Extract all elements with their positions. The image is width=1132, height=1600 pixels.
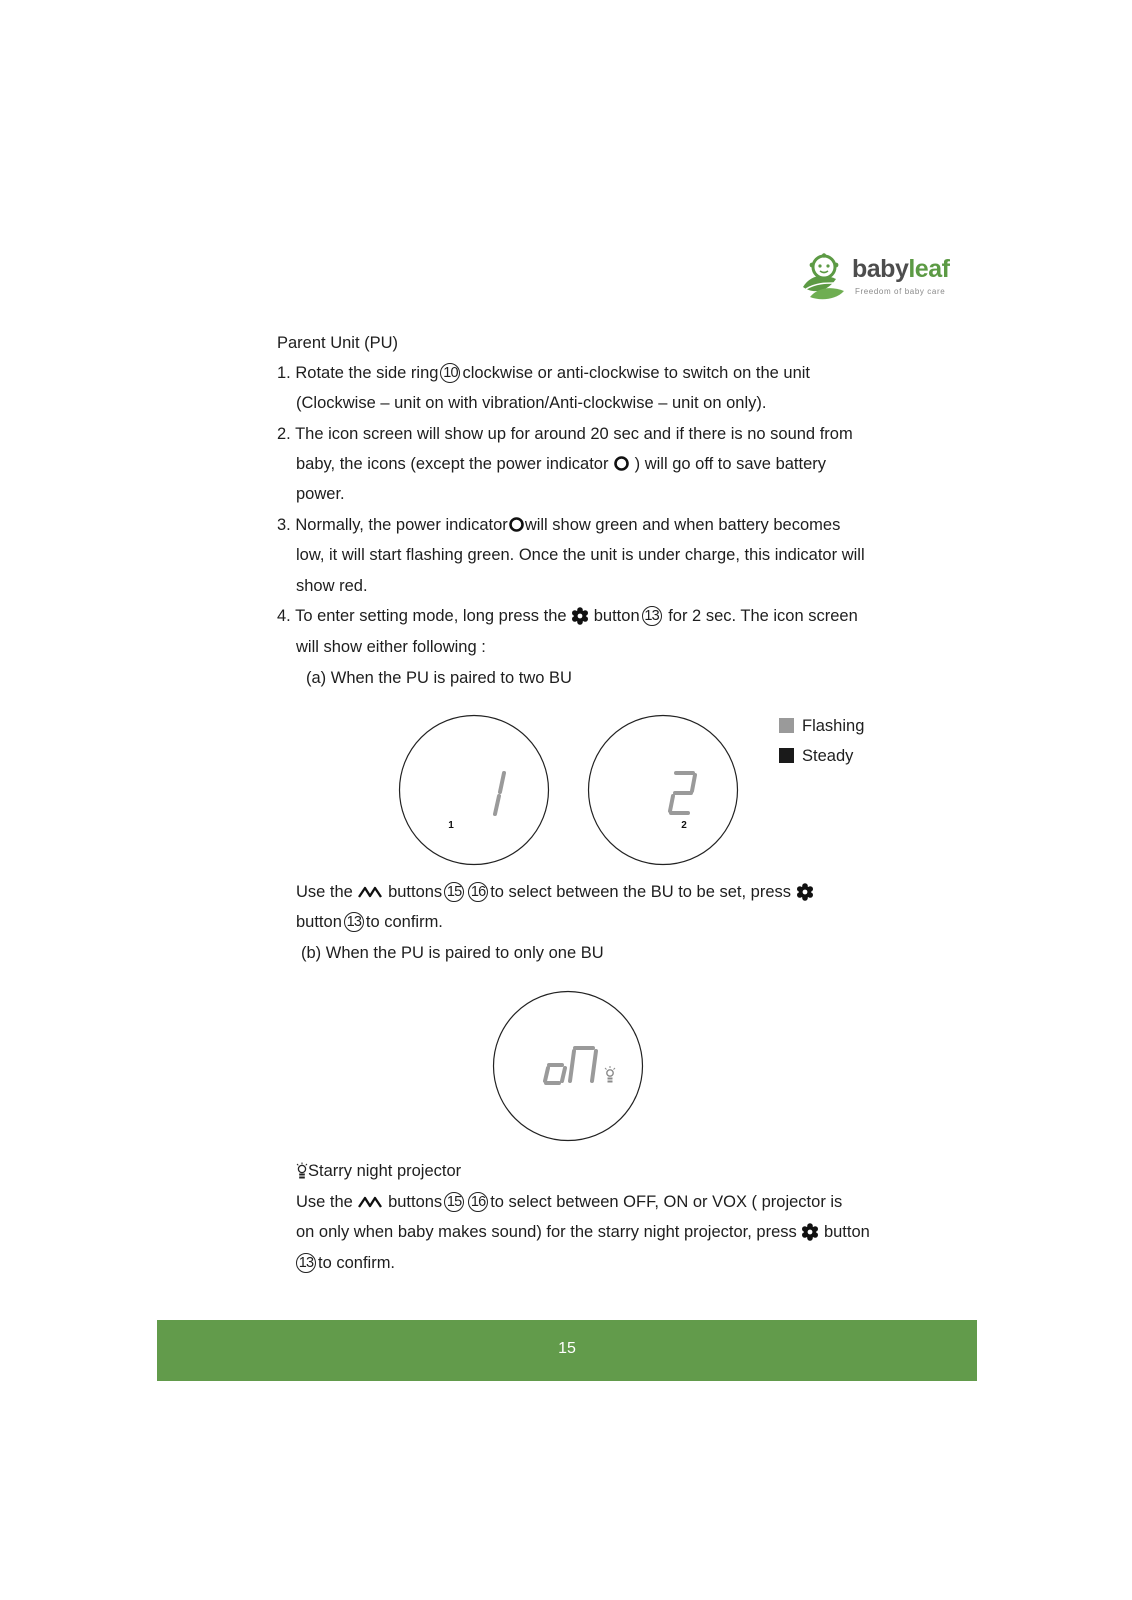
instr-text-a: Use the — [296, 883, 353, 901]
step-number: 2. — [277, 425, 291, 443]
case-b-instruction-line-2 — [296, 1222, 870, 1242]
up-down-arrows-icon — [357, 885, 383, 899]
step-4-text-a: To enter setting mode, long press the — [295, 607, 567, 625]
starry-projector-icon — [605, 1066, 615, 1083]
step-1-text-b: clockwise or anti-clockwise to switch on the unit — [462, 364, 811, 382]
baby-leaf-emblem-icon — [800, 253, 850, 301]
instr-text-line2a: on only when baby makes sound) for the starry night projector, press — [296, 1223, 797, 1241]
step-2-line-3: power. — [296, 485, 345, 503]
step-4-text-b: button — [593, 607, 640, 625]
case-a-instruction-line-1 — [296, 882, 814, 903]
section-title: Parent Unit (PU) — [277, 334, 399, 352]
step-1-line-1 — [277, 363, 810, 384]
legend-swatch-flashing — [779, 718, 794, 733]
case-b-label: (b) When the PU is paired to only one BU — [301, 944, 604, 962]
legend-label-flashing: Flashing — [802, 717, 865, 735]
step-4-text-c: for 2 sec. The icon screen — [668, 607, 858, 625]
step-number: 3. — [277, 516, 291, 534]
projector-legend — [296, 1161, 461, 1181]
case-a-instruction-line-2 — [296, 912, 443, 933]
instr-text-b: buttons — [388, 883, 443, 901]
step-1-line-2: (Clockwise – unit on with vibration/Anti-clockwise – unit on only). — [296, 394, 767, 412]
step-4-line-2: will show either following : — [296, 638, 486, 656]
step-2-line-1 — [277, 424, 853, 444]
instr-text-b: buttons — [388, 1193, 443, 1211]
step-2-text-b: ) will go off to save battery — [634, 455, 827, 473]
instr-text-a: Use the — [296, 1193, 353, 1211]
up-down-arrows-icon — [357, 1195, 383, 1209]
instr-text-c: to select between the BU to be set, press — [490, 883, 792, 901]
step-3-text-b: will show green and when battery becomes — [524, 516, 841, 534]
instr-text-e: to confirm. — [365, 913, 443, 931]
logo-word-baby: baby — [852, 255, 909, 283]
instr-text-e: to confirm. — [318, 1254, 396, 1272]
ref-number-badge: 13 — [344, 912, 364, 932]
logo-tagline: Freedom of baby care — [855, 287, 946, 296]
dial-sub-label: 1 — [448, 820, 454, 831]
power-indicator-icon — [613, 455, 630, 472]
step-3-line-2: low, it will start flashing green. Once the unit is under charge, this indicator will — [296, 546, 865, 564]
step-number: 4. — [277, 607, 291, 625]
case-b-instruction-line-1 — [296, 1192, 842, 1213]
step-2-text-1: The icon screen will show up for around 20 sec and if there is no sound from — [295, 425, 853, 443]
step-2-text-a: baby, the icons (except the power indicator — [296, 455, 609, 473]
step-4-line-1 — [277, 606, 858, 627]
legend-swatch-steady — [779, 748, 794, 763]
seven-seg-digit-2 — [670, 773, 695, 813]
seven-seg-digit-1 — [495, 773, 504, 814]
lcd-dial-bu-1 — [396, 712, 552, 868]
case-b-instruction-line-3 — [294, 1253, 395, 1274]
ref-number-badge: 16 — [468, 882, 488, 902]
step-1-text-a: Rotate the side ring — [295, 364, 439, 382]
seven-seg-text-on — [545, 1048, 596, 1083]
ref-number-badge: 10 — [440, 363, 460, 383]
babyleaf-logo — [800, 253, 950, 301]
case-a-label: (a) When the PU is paired to two BU — [306, 669, 572, 687]
ref-number-badge: 15 — [444, 882, 464, 902]
starry-projector-icon — [296, 1162, 308, 1180]
lcd-dial-bu-2 — [585, 712, 741, 868]
lcd-dial-single-bu — [490, 988, 646, 1144]
step-2-line-2 — [296, 454, 826, 474]
legend-label-steady: Steady — [802, 747, 854, 765]
gear-icon — [801, 1223, 819, 1241]
ref-number-badge: 13 — [296, 1253, 316, 1273]
step-3-text-a: Normally, the power indicator — [295, 516, 508, 534]
page-footer — [157, 1320, 977, 1381]
ref-number-badge: 16 — [468, 1192, 488, 1212]
logo-wordmark — [852, 255, 949, 284]
gear-icon — [796, 883, 814, 901]
ref-number-badge: 15 — [444, 1192, 464, 1212]
dial-sub-label: 2 — [681, 820, 687, 831]
step-number: 1. — [277, 364, 291, 382]
step-3-line-1 — [277, 515, 840, 535]
logo-word-leaf: leaf — [908, 255, 950, 283]
instr-text-line2b: button — [823, 1223, 870, 1241]
instr-text-c: to select between OFF, ON or VOX ( projector is — [490, 1193, 843, 1211]
ref-number-badge: 13 — [642, 606, 662, 626]
step-3-line-3: show red. — [296, 577, 368, 595]
projector-label: Starry night projector — [308, 1162, 462, 1180]
page-number: 15 — [558, 1340, 576, 1357]
instr-text-d: button — [296, 913, 342, 931]
gear-icon — [571, 607, 589, 625]
power-indicator-icon — [508, 516, 525, 533]
